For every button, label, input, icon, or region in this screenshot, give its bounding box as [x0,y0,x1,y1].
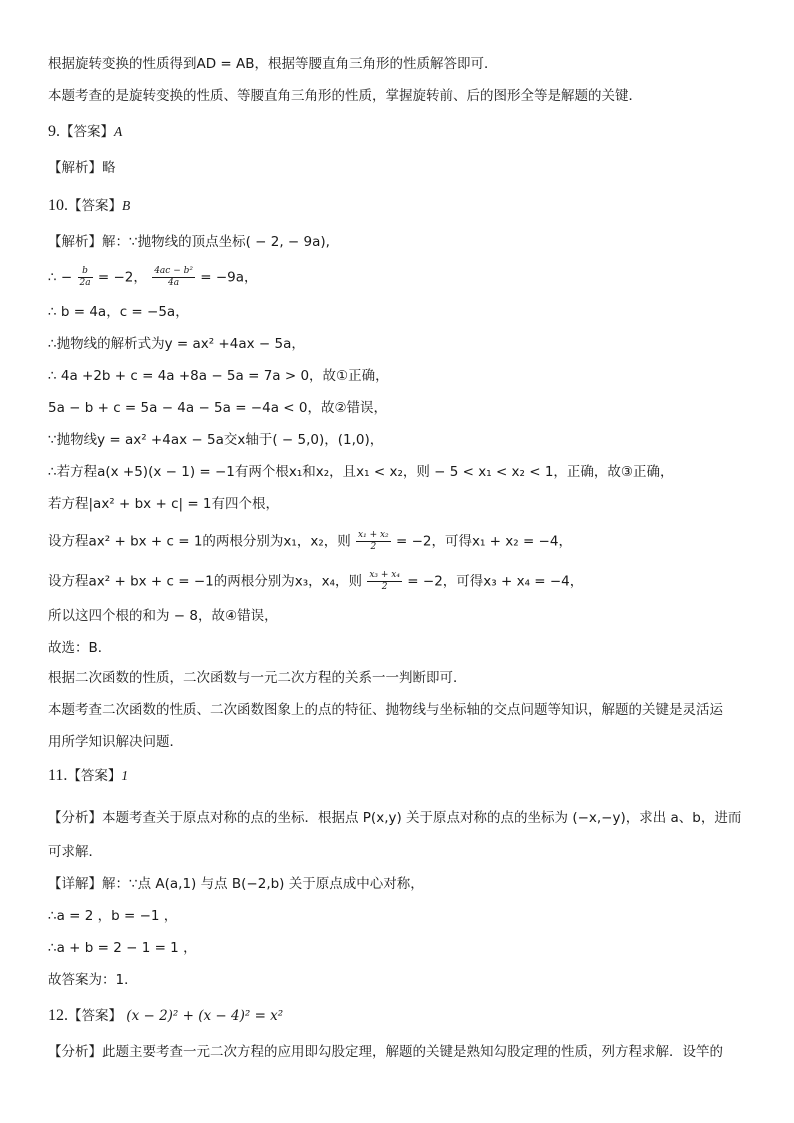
fraction [152,266,195,289]
text-line: 本题考查二次函数的性质、二次函数图象上的点的特征、抛物线与坐标轴的交点问题等知识，解题的关键是灵活运 [48,702,723,718]
text-line: ∵抛物线y = ax² +4ax − 5a交x轴于( − 5,0)，(1,0)， [48,432,384,448]
fraction [356,530,391,553]
text-line: ∴ b = 4a，c = −5a， [48,304,189,320]
denominator: 2 [370,542,377,552]
question-9-answer [48,122,758,142]
text-line: ∴a = 2 ，b = −1 ， [48,908,178,924]
answer-value: (x − 2)² + (x − 4)² = x² [126,1008,284,1024]
text-line: 故答案为：1． [48,972,138,988]
question-12-answer [48,1006,758,1026]
answer-tag: 【答案】 [60,124,114,140]
question-10-answer [48,196,758,216]
fraction [78,266,93,289]
answer-value: A [114,124,123,139]
text-line: 可求解． [48,844,102,860]
denominator: 2 [381,582,388,592]
text-line: 【详解】解：∵点 A(a,1) 与点 B(−2,b) 关于原点成中心对称， [48,876,424,892]
numerator: b [78,266,93,278]
formula-text: 设方程ax² + bx + c = 1的两根分别为x₁，x₂，则 [48,533,351,550]
answer-tag: 【答案】 [68,198,122,214]
text-line: 【分析】本题考查关于原点对称的点的坐标．根据点 P(x,y) 关于原点对称的点的坐标为 (−x,−y)，求出 a、b，进而 [48,810,742,826]
formula-text: = −9a， [200,269,258,286]
formula-line [48,530,758,553]
numerator: 4ac − b² [154,266,193,276]
denominator: 4a [168,278,180,288]
question-number: 9. [48,123,60,140]
fraction [367,570,402,593]
question-number: 10. [48,197,68,214]
text-line: 故选：B． [48,640,112,656]
text-line: 本题考查的是旋转变换的性质、等腰直角三角形的性质，掌握旋转前、后的图形全等是解题的关键． [48,88,642,104]
formula-text: = −2，可得x₃ + x₄ = −4， [407,573,584,590]
numerator: x₁ + x₂ [358,530,389,540]
answer-value: 1 [121,768,129,783]
text-line: 若方程|ax² + bx + c| = 1有四个根， [48,496,280,512]
text-line: 根据二次函数的性质，二次函数与一元二次方程的关系一一判断即可． [48,670,467,686]
formula-line [48,266,758,289]
text-line: 【分析】此题主要考查一元二次方程的应用即勾股定理，解题的关键是熟知勾股定理的性质，列方程求解．设竿的 [48,1044,723,1060]
text-line: ∴若方程a(x +5)(x − 1) = −1有两个根x₁和x₂，且x₁ < x₂，则 − 5 < x₁ < x₂ < 1，正确，故③正确， [48,464,674,480]
formula-text: 设方程ax² + bx + c = −1的两根分别为x₃，x₄，则 [48,573,363,590]
text-line: 【解析】略 [48,160,116,176]
formula-line [48,570,758,593]
text-line: 【解析】解：∵抛物线的顶点坐标( − 2, − 9a), [48,234,330,250]
text-line: 用所学知识解决问题． [48,734,183,750]
text-line: ∴ 4a +2b + c = 4a +8a − 5a = 7a > 0，故①正确， [48,368,389,384]
answer-tag: 【答案】 [67,768,122,784]
answer-tag: 【答案】 [68,1008,122,1024]
question-number: 12. [48,1007,68,1024]
text-line: 所以这四个根的和为 − 8，故④错误， [48,608,278,624]
numerator: x₃ + x₄ [369,570,400,580]
question-11-answer [48,766,758,786]
text-line: 根据旋转变换的性质得到AD = AB，根据等腰直角三角形的性质解答即可． [48,56,498,72]
denominator: 2a [79,278,91,288]
question-number: 11. [48,767,68,784]
text-line: ∴抛物线的解析式为y = ax² +4ax − 5a， [48,336,305,352]
text-line: 5a − b + c = 5a − 4a − 5a = −4a < 0，故②错误， [48,400,388,416]
formula-text: = −2，可得x₁ + x₂ = −4， [395,533,572,550]
formula-text: ∴ − [48,269,73,286]
answer-value: B [122,198,131,213]
formula-text: = −2， [97,269,147,286]
text-line: ∴a + b = 2 − 1 = 1 ， [48,940,197,956]
